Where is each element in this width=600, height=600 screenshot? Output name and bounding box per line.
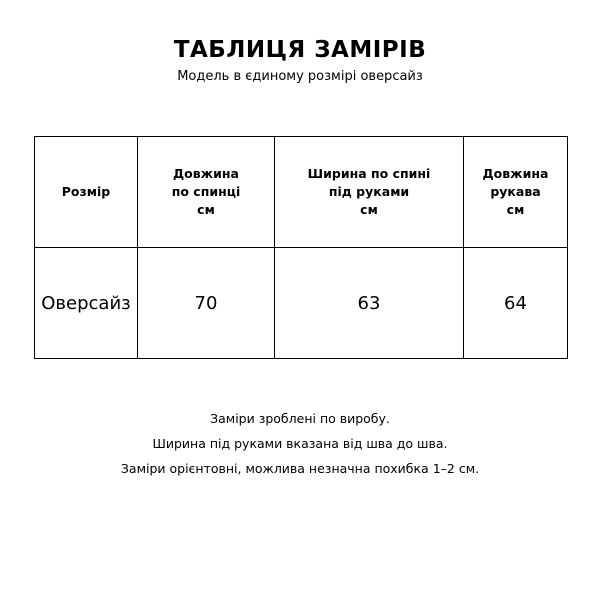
page-title: ТАБЛИЦЯ ЗАМІРІВ xyxy=(173,37,427,63)
column-header-line: см xyxy=(360,202,378,217)
notes-block xyxy=(0,410,600,485)
column-header-size xyxy=(35,137,138,248)
column-header-line: під руками xyxy=(328,184,410,199)
note-line: Заміри орієнтовні, можлива незначна похибка 1–2 см. xyxy=(120,461,480,476)
table-row xyxy=(35,248,568,359)
column-header-line: Розмір xyxy=(61,184,111,199)
column-header-line: см xyxy=(197,202,215,217)
column-header-back-length xyxy=(138,137,275,248)
column-header-line: Ширина по спині xyxy=(307,166,431,181)
cell-sleeve-length: 64 xyxy=(464,248,568,359)
column-header-sleeve-length xyxy=(464,137,568,248)
table-header-row xyxy=(35,137,568,248)
column-header-line: Довжина xyxy=(482,166,549,181)
note-line: Заміри зроблені по виробу. xyxy=(210,411,390,426)
cell-chest-width: 63 xyxy=(275,248,464,359)
note-line: Ширина під руками вказана від шва до шва. xyxy=(152,436,448,451)
cell-size: Оверсайз xyxy=(35,248,138,359)
size-table xyxy=(34,136,568,359)
column-header-line: рукава xyxy=(490,184,541,199)
column-header-line: см xyxy=(506,202,525,217)
column-header-chest-width xyxy=(275,137,464,248)
page-subtitle: Модель в єдиному розмірі оверсайз xyxy=(177,69,423,84)
column-header-line: по спинці xyxy=(171,184,241,199)
column-header-line: Довжина xyxy=(173,166,239,181)
cell-back-length: 70 xyxy=(138,248,275,359)
